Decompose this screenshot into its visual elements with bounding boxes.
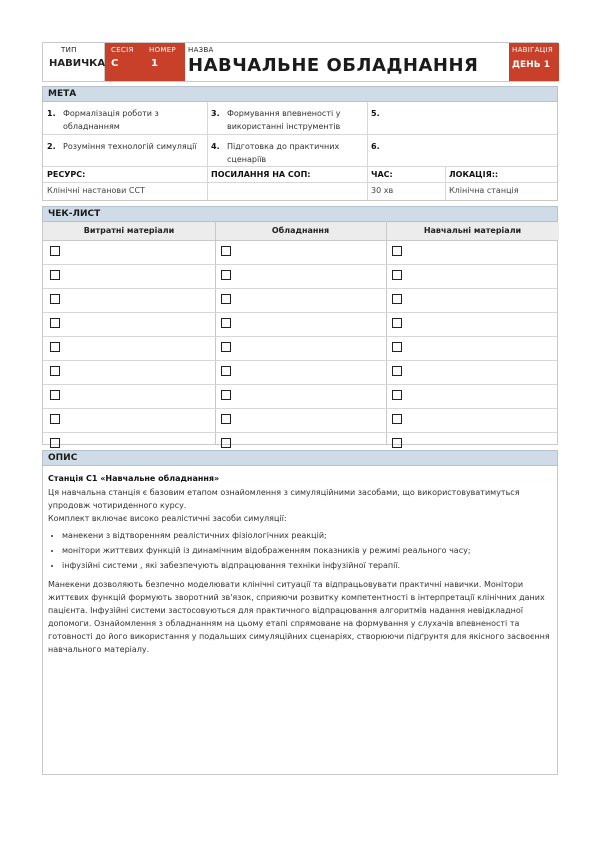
row-divider: [43, 312, 557, 313]
checkbox-training-materials[interactable]: [392, 318, 402, 328]
checkbox-training-materials[interactable]: [392, 366, 402, 376]
goal-number: 5.: [371, 109, 380, 118]
header: [42, 42, 558, 82]
type-label: ТИП: [61, 46, 77, 54]
row-divider: [43, 384, 557, 385]
column-header-consumables: Витратні матеріали: [43, 222, 215, 240]
divider: [43, 166, 557, 167]
checkbox-consumables[interactable]: [50, 318, 60, 328]
checkbox-consumables[interactable]: [50, 294, 60, 304]
divider: [445, 166, 446, 200]
location-value: Клінічна станція: [449, 186, 519, 195]
type-cell: [43, 43, 105, 81]
session-cell: [105, 43, 145, 81]
checkbox-consumables[interactable]: [50, 414, 60, 424]
nav-cell[interactable]: [509, 43, 559, 81]
checklist-header: [43, 222, 557, 241]
goals-box: [42, 102, 558, 201]
row-divider: [43, 336, 557, 337]
kit-text: Комплект включає високо реалістичні засоби симуляції:: [48, 514, 287, 523]
checkbox-equipment[interactable]: [221, 294, 231, 304]
description-paragraph: Манекени дозволяють безпечно моделювати клінічні ситуації та відпрацьовувати практичні навички. Монітори життєвих функцій формують зворотний зв'язок, сприяючи розвитку компетентності в інтерпретації клінічних даних пацієнта. Інфузійні системи застосовуються для практичного відпрацювання алгоритмів надання невідкладної допомоги. Ознайомлення з обладнанням на цьому етапі спрямоване на формування у слухачів впевненості та готовності до його використання у подальших симуляційних сценаріях, створюючи підґрунтя для якісного засвоєння навчального матеріалу.: [48, 580, 550, 654]
divider: [367, 102, 368, 200]
checkbox-training-materials[interactable]: [392, 414, 402, 424]
divider: [386, 222, 387, 444]
nav-label: НАВІГАЦІЯ: [512, 46, 554, 54]
name-cell: [185, 43, 505, 81]
goals-section-title: МЕТА: [42, 86, 558, 102]
name-label: НАЗВА: [188, 46, 214, 54]
row-divider: [43, 288, 557, 289]
goals-section: [42, 86, 558, 201]
checklist-section: [42, 206, 558, 445]
goal-number: 1.: [47, 109, 56, 118]
column-header-equipment: Обладнання: [215, 222, 386, 240]
equipment-list: [48, 529, 552, 572]
checkbox-training-materials[interactable]: [392, 390, 402, 400]
checkbox-equipment[interactable]: [221, 414, 231, 424]
checkbox-equipment[interactable]: [221, 318, 231, 328]
checkbox-consumables[interactable]: [50, 246, 60, 256]
station-title: Станція С1 «Навчальне обладнання»: [48, 474, 220, 483]
row-divider: [43, 264, 557, 265]
goal-text: Формалізація роботи з обладнанням: [63, 109, 159, 131]
time-value: 30 хв: [371, 186, 394, 195]
goal-number: 6.: [371, 142, 380, 151]
number-cell: [145, 43, 185, 81]
goal-number: 4.: [211, 142, 220, 151]
checkbox-equipment[interactable]: [221, 270, 231, 280]
divider: [43, 134, 557, 135]
divider: [43, 182, 557, 183]
session-label: СЕСІЯ: [111, 46, 134, 54]
document-page: [42, 42, 558, 775]
checkbox-consumables[interactable]: [50, 366, 60, 376]
checkbox-equipment[interactable]: [221, 390, 231, 400]
checklist-section-title: ЧЕК-ЛИСТ: [42, 206, 558, 222]
checkbox-training-materials[interactable]: [392, 270, 402, 280]
checkbox-training-materials[interactable]: [392, 342, 402, 352]
list-item: • манекени з відтворенням реалістичних фізіологічних реакцій;: [62, 529, 552, 542]
checkbox-training-materials[interactable]: [392, 246, 402, 256]
checkbox-equipment[interactable]: [221, 342, 231, 352]
resource-value: Клінічні настанови ССТ: [47, 186, 145, 195]
description-section-title: ОПИС: [42, 450, 558, 466]
column-header-training-materials: Навчальні матеріали: [386, 222, 559, 240]
goal-text: Підготовка до практичних сценаріїв: [227, 142, 340, 164]
number-label: НОМЕР: [149, 46, 176, 54]
checkbox-consumables[interactable]: [50, 270, 60, 280]
row-divider: [43, 408, 557, 409]
location-label: ЛОКАЦІЯ::: [449, 170, 499, 179]
goal-text: Розуміння технологій симуляції: [63, 142, 197, 151]
description-section: [42, 450, 558, 775]
checkbox-consumables[interactable]: [50, 438, 60, 448]
row-divider: [43, 432, 557, 433]
resource-label: РЕСУРС:: [47, 170, 86, 179]
goal-number: 2.: [47, 142, 56, 151]
checkbox-equipment[interactable]: [221, 438, 231, 448]
checkbox-equipment[interactable]: [221, 246, 231, 256]
intro-text: Ця навчальна станція є базовим етапом ознайомлення з симуляційними засобами, що використовуватимуться упродовж чотириденного курсу.: [48, 488, 520, 510]
session-value: С: [111, 58, 119, 69]
page-title: НАВЧАЛЬНЕ ОБЛАДНАННЯ: [188, 55, 479, 76]
checkbox-consumables[interactable]: [50, 390, 60, 400]
checkbox-equipment[interactable]: [221, 366, 231, 376]
time-label: ЧАС:: [371, 170, 393, 179]
checkbox-training-materials[interactable]: [392, 438, 402, 448]
divider: [215, 222, 216, 444]
goal-number: 3.: [211, 109, 220, 118]
checklist-table: [42, 222, 558, 445]
row-divider: [43, 360, 557, 361]
nav-day[interactable]: ДЕНЬ 1: [512, 60, 550, 70]
divider: [207, 166, 208, 200]
description-body: [42, 466, 558, 775]
checkbox-consumables[interactable]: [50, 342, 60, 352]
list-item: • монітори життєвих функцій із динамічним відображенням показників у режимі реального часу;: [62, 544, 552, 557]
type-value: НАВИЧКА: [49, 58, 106, 69]
checkbox-training-materials[interactable]: [392, 294, 402, 304]
list-item: • інфузійні системи , які забезпечують відпрацювання техніки інфузійної терапії.: [62, 559, 552, 572]
goal-text: Формування впевненості у використанні інструментів: [227, 109, 341, 131]
number-value: 1: [151, 58, 158, 69]
sop-label: ПОСИЛАННЯ НА СОП:: [211, 170, 311, 179]
